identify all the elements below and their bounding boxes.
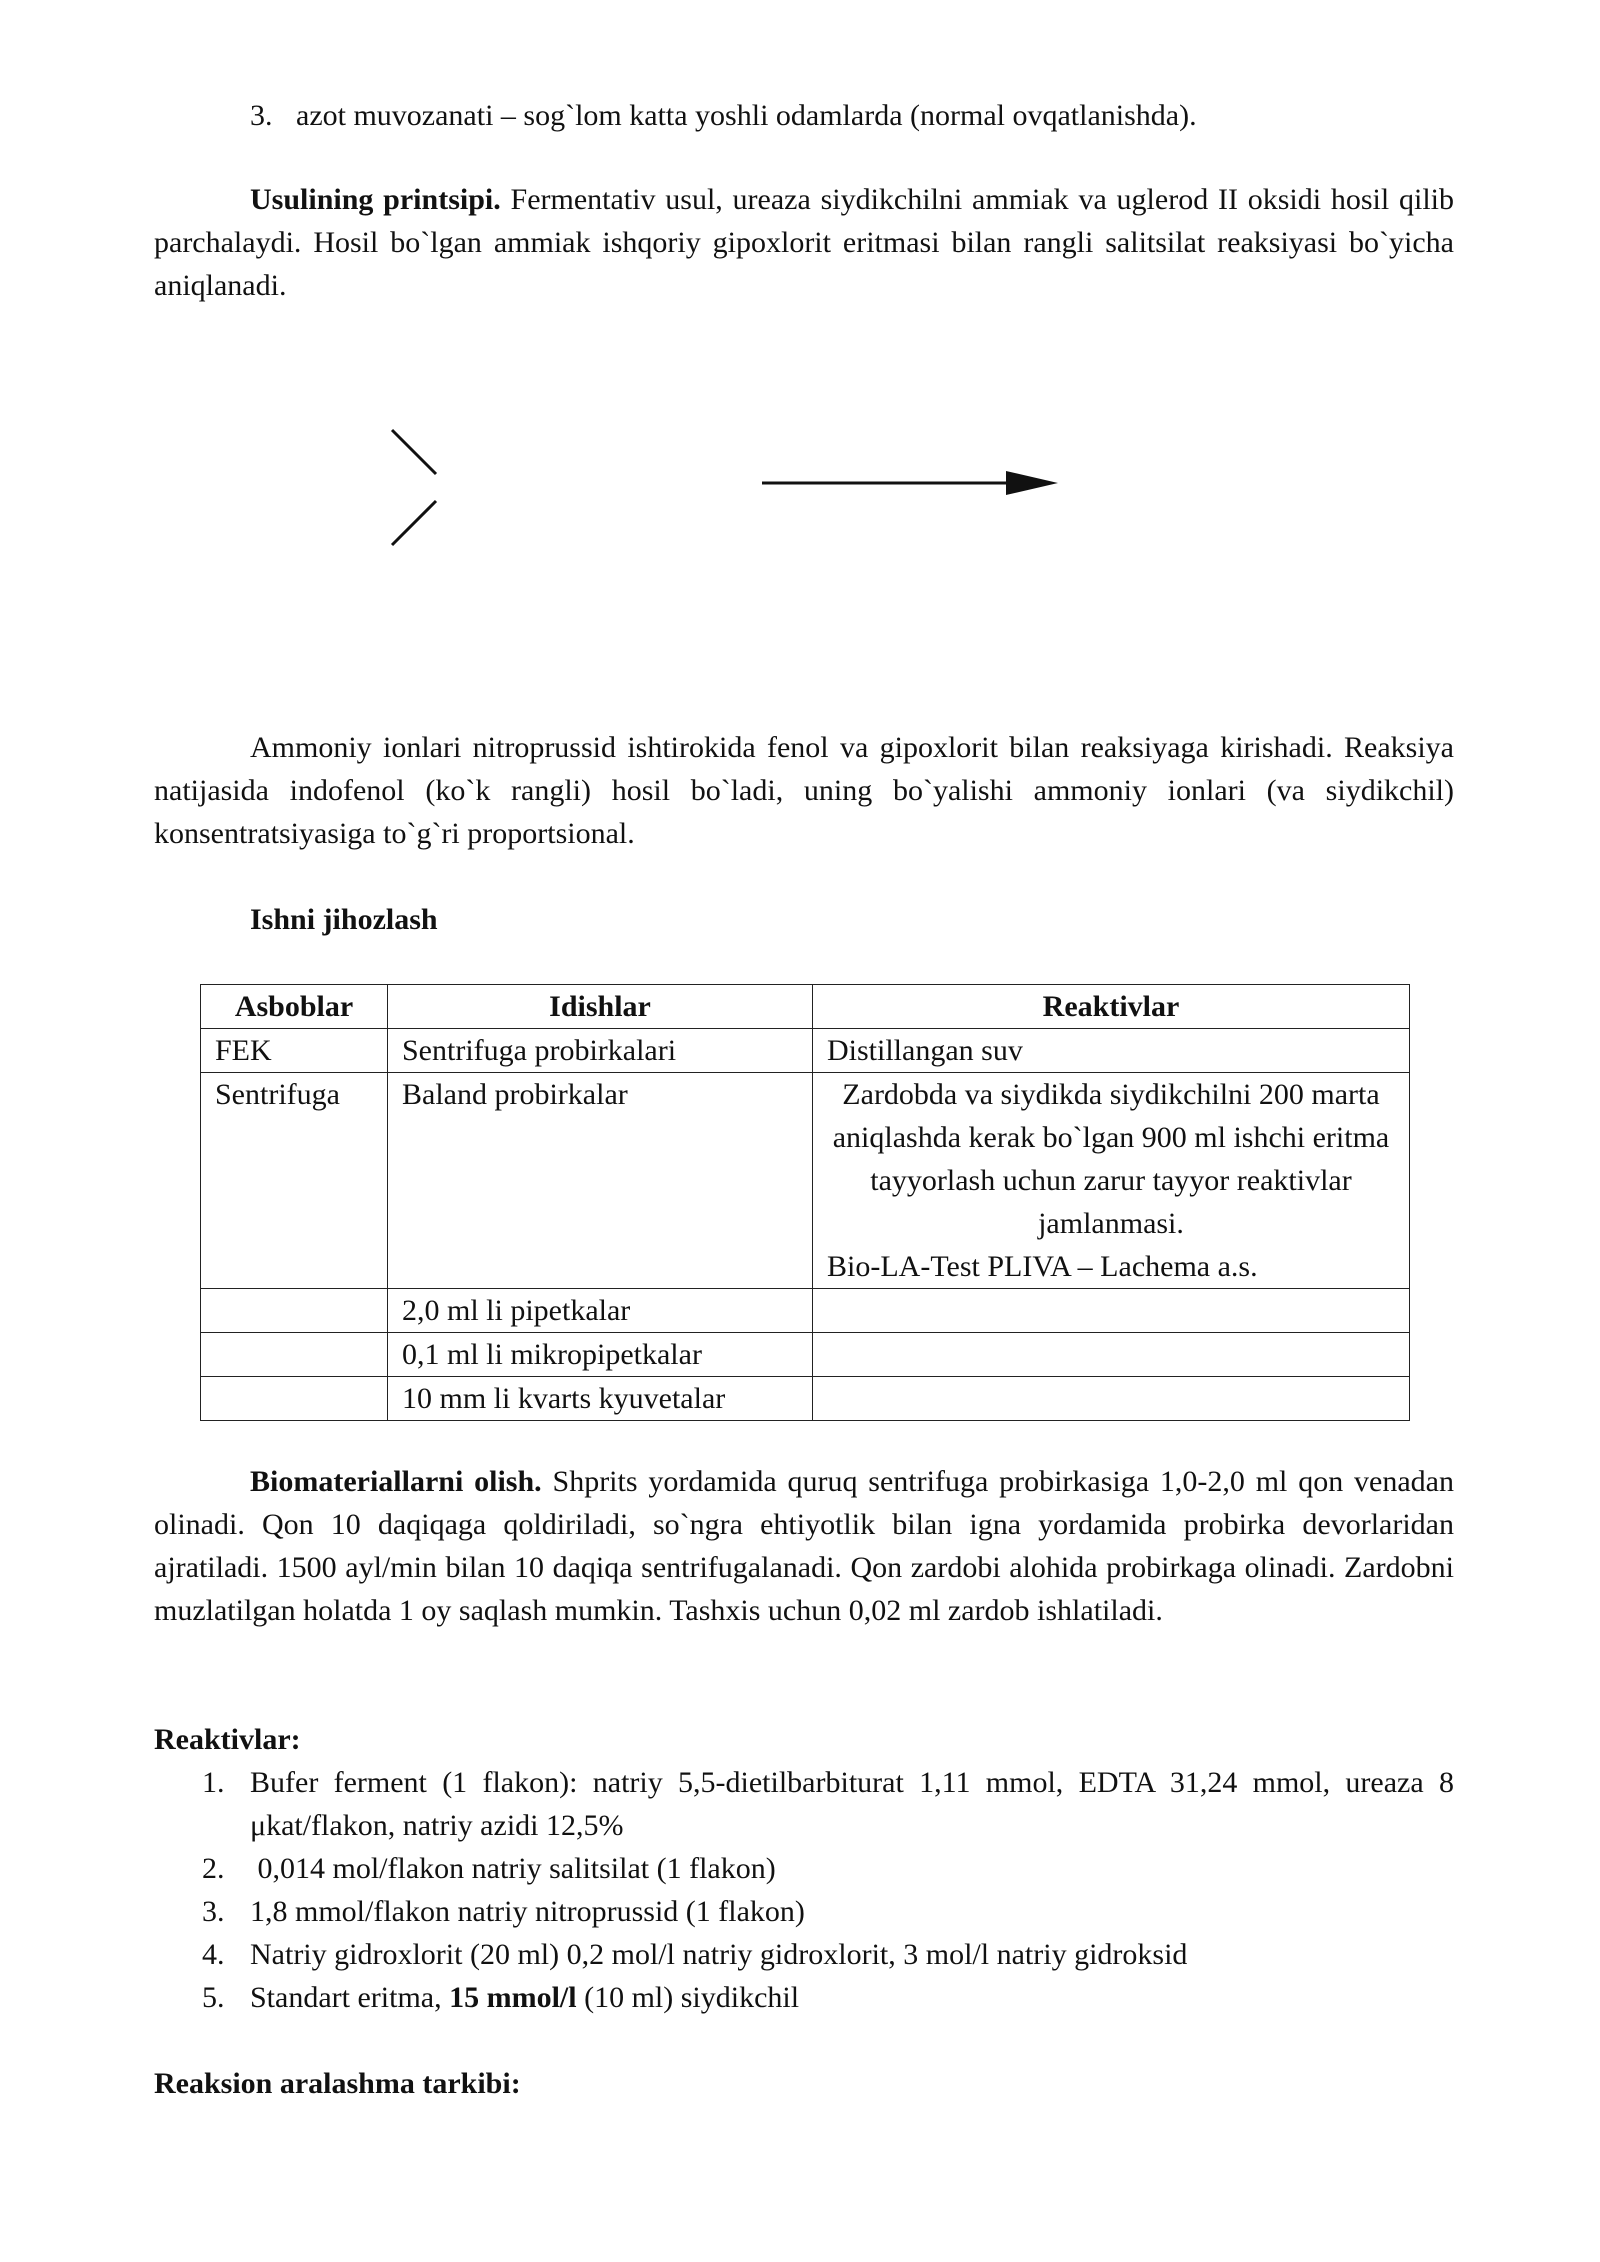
scheme-bracket-lower-line — [392, 501, 436, 545]
intro-item-number: 3. — [250, 99, 273, 132]
list-item-number: 5. — [202, 1981, 225, 2014]
list-item-text: Bufer ferment (1 flakon): natriy 5,5-dietilbarbiturat 1,11 mmol, EDTA 31,24 mmol, ureaza 8 μkat/flakon, natriy azidi 12,5% — [250, 1766, 1454, 1842]
table-cell-reaktiv — [813, 1333, 1410, 1377]
biomaterial-text: Shprits yordamida quruq sentrifuga probirkasiga 1,0-2,0 ml qon venadan olinadi. Qon 10 daqiqaga qoldiriladi, so`ngra ehtiyotlik bilan igna yordamida probirka devorlaridan ajratiladi. 1500 ayl/min bilan 10 daqiqa sentrifugalanadi. Qon zardobi alohida probirkaga olinadi. Zardobni muzlatilgan holatda 1 oy saqlash mumkin. Tashxis uchun 0,02 ml zardob ishlatiladi. — [154, 1465, 1455, 1627]
table-row — [201, 1377, 1410, 1421]
table-cell-idish: 0,1 ml li mikropipetkalar — [388, 1333, 813, 1377]
list-item-text: 0,014 mol/flakon natriy salitsilat (1 flakon) — [250, 1852, 776, 1885]
scheme-bracket-upper-line — [392, 430, 436, 474]
list-item — [154, 1890, 1454, 1933]
table-cell-asbob: Sentrifuga — [201, 1073, 388, 1289]
list-item — [154, 1976, 1454, 2019]
reagents-list — [154, 1761, 1454, 2019]
reagent-kit-description: Zardobda va siydikda siydikchilni 200 marta aniqlashda kerak bo`lgan 900 ml ishchi eritma tayyorlash uchun zarur tayyor reaktivlar jamlanmasi. — [832, 1078, 1390, 1240]
equipment-table — [200, 984, 1410, 1421]
list-item-text: Natriy gidroxlorit (20 ml) 0,2 mol/l natriy gidroxlorit, 3 mol/l natriy gidroksid — [250, 1938, 1188, 1971]
list-item — [154, 1761, 1454, 1847]
list-item — [154, 1847, 1454, 1890]
reaction-arrow-icon — [762, 471, 1058, 495]
table-cell-idish: Baland probirkalar — [388, 1073, 813, 1289]
table-row — [201, 1073, 1410, 1289]
reagent-kit-manufacturer: Bio-LA-Test PLIVA – Lachema a.s. — [827, 1250, 1258, 1283]
table-cell-asbob: FEK — [201, 1029, 388, 1073]
column-header-idishlar: Idishlar — [388, 985, 813, 1029]
reaction-paragraph: Ammoniy ionlari nitroprussid ishtirokida fenol va gipoxlorit bilan reaksiyaga kirishadi. Reaksiya natijasida indofenol (ko`k rangli) hosil bo`ladi, uning bo`yalishi ammoniy ionlari (va siydikchil) konsentratsiyasiga to`g`ri proportsional. — [154, 731, 1454, 850]
list-item-number: 2. — [202, 1852, 225, 1885]
list-item-number: 1. — [202, 1766, 225, 1799]
list-item-number: 4. — [202, 1938, 225, 1971]
list-item-text-bold: 15 mmol/l — [449, 1981, 577, 2014]
table-cell-reaktiv — [813, 1289, 1410, 1333]
list-item-text: 1,8 mmol/flakon natriy nitroprussid (1 flakon) — [250, 1895, 805, 1928]
reagents-section — [154, 1718, 1454, 2019]
list-item-text-pre: Standart eritma, — [250, 1981, 450, 2014]
list-item — [154, 1933, 1454, 1976]
mixture-heading: Reaksion aralashma tarkibi: — [154, 2067, 521, 2100]
biomaterial-heading: Biomateriallarni olish. — [250, 1465, 542, 1498]
principle-heading: Usulining printsipi. — [250, 183, 501, 216]
intro-item-text: azot muvozanati – sog`lom katta yoshli odamlarda (normal ovqatlanishda). — [296, 99, 1197, 132]
principle-text: Fermentativ usul, ureaza siydikchilni ammiak va uglerod II oksidi hosil qilib parchalaydi. Hosil bo`lgan ammiak ishqoriy gipoxlorit eritmasi bilan rangli salitsilat reaksiyasi bo`yicha aniqlanadi. — [154, 183, 1455, 302]
table-cell-asbob — [201, 1333, 388, 1377]
table-cell-reaktiv: Distillangan suv — [813, 1029, 1410, 1073]
table-cell-idish: 10 mm li kvarts kyuvetalar — [388, 1377, 813, 1421]
table-cell-asbob — [201, 1377, 388, 1421]
biomaterial-paragraph — [154, 1460, 1454, 1632]
list-item-number: 3. — [202, 1895, 225, 1928]
table-row — [201, 1289, 1410, 1333]
table-cell-idish: 2,0 ml li pipetkalar — [388, 1289, 813, 1333]
column-header-asboblar: Asboblar — [201, 985, 388, 1029]
table-cell-reaktiv — [813, 1377, 1410, 1421]
equipment-heading: Ishni jihozlash — [250, 903, 438, 936]
reaction-scheme — [0, 0, 1600, 700]
list-item-text-post: (10 ml) siydikchil — [576, 1981, 800, 2014]
table-cell-reaktiv — [813, 1073, 1410, 1289]
column-header-reaktivlar: Reaktivlar — [813, 985, 1410, 1029]
table-row — [201, 1333, 1410, 1377]
table-cell-asbob — [201, 1289, 388, 1333]
table-cell-idish: Sentrifuga probirkalari — [388, 1029, 813, 1073]
table-row — [201, 1029, 1410, 1073]
table-header-row — [201, 985, 1410, 1029]
reagents-heading: Reaktivlar: — [154, 1723, 301, 1756]
